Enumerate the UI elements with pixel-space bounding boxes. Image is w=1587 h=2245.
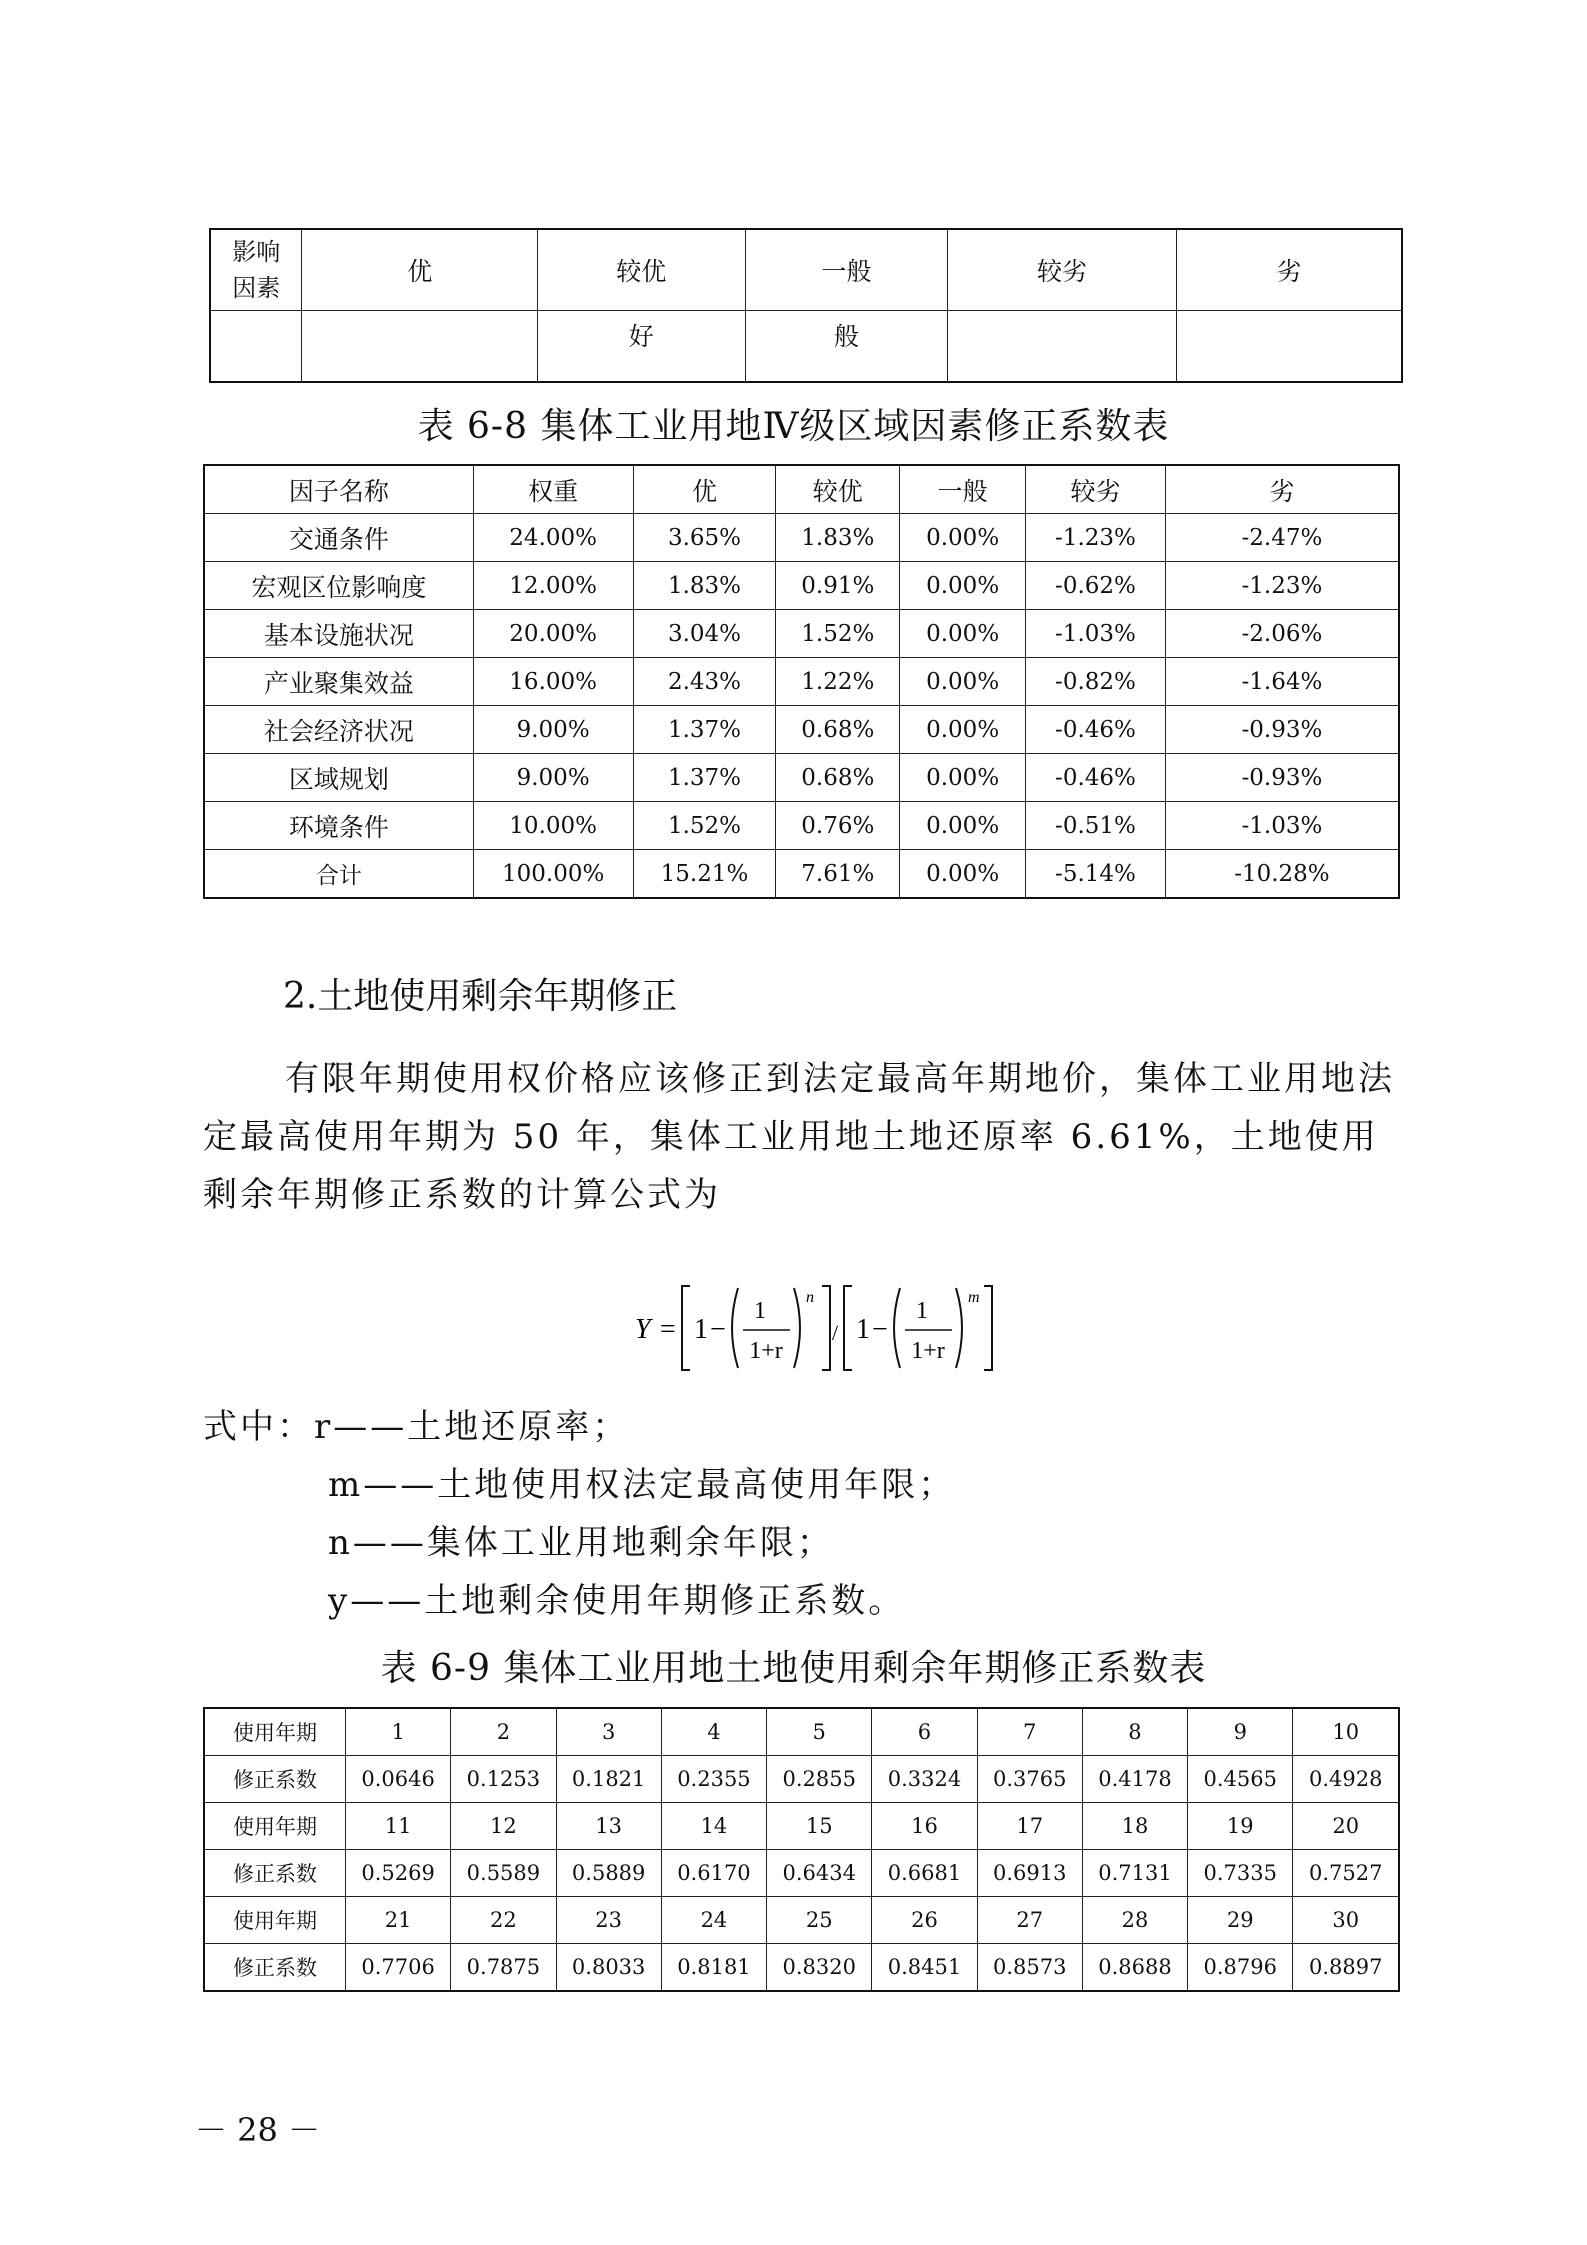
year-cell: 6	[872, 1708, 977, 1756]
year-cell: 18	[1082, 1803, 1187, 1850]
header-cell: 权重	[473, 465, 633, 514]
table-header-row	[210, 229, 1402, 311]
value-cell: -1.23%	[1165, 562, 1399, 610]
value-cell: 1.52%	[776, 610, 900, 658]
value-cell: 2.43%	[633, 658, 776, 706]
factor-name-cell: 合计	[204, 850, 473, 899]
legend-line	[203, 1398, 955, 1456]
value-cell: 1.37%	[633, 706, 776, 754]
coefficient-cell: 0.2355	[661, 1756, 766, 1803]
value-cell: 1.83%	[633, 562, 776, 610]
formula-minus: −	[710, 1314, 726, 1345]
year-cell: 15	[767, 1803, 872, 1850]
value-cell: -0.46%	[1026, 706, 1166, 754]
table-cell	[210, 311, 302, 383]
header-cell: 优	[302, 229, 538, 311]
body-paragraph: 有限年期使用权价格应该修正到法定最高年期地价，集体工业用地法定最高使用年期为 50 年，集体工业用地土地还原率 6.61%，土地使用剩余年期修正系数的计算公式为	[203, 1059, 1395, 1215]
year-cell: 23	[556, 1897, 661, 1944]
table-cell: 般	[745, 311, 948, 383]
year-cell: 30	[1293, 1897, 1399, 1944]
value-cell: 0.76%	[776, 802, 900, 850]
year-cell: 10	[1293, 1708, 1399, 1756]
paren-close	[794, 1288, 800, 1368]
coefficient-cell: 0.6170	[661, 1850, 766, 1897]
formula-exp-m: m	[968, 1289, 980, 1306]
coefficient-cell: 0.6681	[872, 1850, 977, 1897]
table-6-8	[203, 464, 1400, 899]
paren-open	[894, 1288, 900, 1368]
formula-numerator: 1	[754, 1298, 766, 1324]
year-cell: 24	[661, 1897, 766, 1944]
header-cell-factor: 影响因素	[210, 229, 302, 311]
header-cell: 较优	[776, 465, 900, 514]
value-cell: -10.28%	[1165, 850, 1399, 899]
table-6-8-caption: 表 6-8 集体工业用地Ⅳ级区域因素修正系数表	[417, 406, 1170, 447]
year-row	[204, 1803, 1399, 1850]
formula-one: 1	[856, 1314, 870, 1345]
table-cell	[302, 311, 538, 383]
coefficient-cell: 0.8573	[977, 1944, 1082, 1992]
table-row	[204, 610, 1399, 658]
header-cell: 一般	[900, 465, 1026, 514]
value-cell: 12.00%	[473, 562, 633, 610]
value-cell: -1.03%	[1165, 802, 1399, 850]
factor-name-cell: 交通条件	[204, 514, 473, 562]
value-cell: -0.82%	[1026, 658, 1166, 706]
year-cell: 11	[346, 1803, 451, 1850]
year-cell: 20	[1293, 1803, 1399, 1850]
header-cell: 较劣	[948, 229, 1177, 311]
value-cell: -1.03%	[1026, 610, 1166, 658]
year-label-cell: 使用年期	[204, 1803, 346, 1850]
coefficient-cell: 0.6913	[977, 1850, 1082, 1897]
coefficient-cell: 0.4178	[1082, 1756, 1187, 1803]
value-cell: 3.65%	[633, 514, 776, 562]
table-6-9-caption: 表 6-9 集体工业用地土地使用剩余年期修正系数表	[380, 1648, 1207, 1689]
coefficient-cell: 0.5269	[346, 1850, 451, 1897]
value-cell: 0.91%	[776, 562, 900, 610]
value-cell: 1.22%	[776, 658, 900, 706]
coefficient-cell: 0.5589	[451, 1850, 556, 1897]
bracket-open	[844, 1286, 852, 1370]
coefficient-row	[204, 1944, 1399, 1992]
formula-lhs: Y	[635, 1314, 651, 1345]
year-cell: 22	[451, 1897, 556, 1944]
year-cell: 5	[767, 1708, 872, 1756]
value-cell: 9.00%	[473, 706, 633, 754]
coefficient-cell: 0.1821	[556, 1756, 661, 1803]
table-row	[204, 754, 1399, 802]
table-row	[210, 311, 1402, 383]
paren-open	[732, 1288, 738, 1368]
factor-name-cell: 产业聚集效益	[204, 658, 473, 706]
value-cell: 0.68%	[776, 706, 900, 754]
year-cell: 3	[556, 1708, 661, 1756]
coefficient-cell: 0.8796	[1188, 1944, 1293, 1992]
legend-prefix: 式中：	[203, 1407, 314, 1447]
formula-eq: =	[660, 1314, 676, 1345]
coefficient-cell: 0.7875	[451, 1944, 556, 1992]
value-cell: -2.06%	[1165, 610, 1399, 658]
year-cell: 27	[977, 1897, 1082, 1944]
coefficient-row	[204, 1756, 1399, 1803]
value-cell: 9.00%	[473, 754, 633, 802]
value-cell: 3.04%	[633, 610, 776, 658]
table-row	[204, 658, 1399, 706]
coefficient-cell: 0.0646	[346, 1756, 451, 1803]
year-label-cell: 使用年期	[204, 1897, 346, 1944]
coefficient-cell: 0.6434	[767, 1850, 872, 1897]
header-cell: 较劣	[1026, 465, 1166, 514]
year-cell: 8	[1082, 1708, 1187, 1756]
year-cell: 4	[661, 1708, 766, 1756]
formula-exp-n: n	[806, 1289, 814, 1306]
factor-name-cell: 区域规划	[204, 754, 473, 802]
value-cell: 1.37%	[633, 754, 776, 802]
value-cell: 0.00%	[900, 562, 1026, 610]
coefficient-cell: 0.3765	[977, 1756, 1082, 1803]
value-cell: 0.00%	[900, 850, 1026, 899]
header-cell: 因子名称	[204, 465, 473, 514]
bracket-close	[822, 1286, 830, 1370]
formula-legend	[203, 1398, 955, 1630]
year-cell: 19	[1188, 1803, 1293, 1850]
value-cell: -0.51%	[1026, 802, 1166, 850]
formula-slash: /	[832, 1320, 839, 1345]
value-cell: -1.64%	[1165, 658, 1399, 706]
factor-name-cell: 社会经济状况	[204, 706, 473, 754]
year-row	[204, 1708, 1399, 1756]
header-cell: 劣	[1176, 229, 1402, 311]
coefficient-cell: 0.4928	[1293, 1756, 1399, 1803]
value-cell: 0.00%	[900, 658, 1026, 706]
value-cell: 100.00%	[473, 850, 633, 899]
coefficient-cell: 0.8688	[1082, 1944, 1187, 1992]
coefficient-cell: 0.8181	[661, 1944, 766, 1992]
formula-denominator: 1+r	[749, 1338, 783, 1364]
legend-item: n——集体工业用地剩余年限；	[328, 1523, 834, 1563]
coefficient-cell: 0.7706	[346, 1944, 451, 1992]
bracket-open	[682, 1286, 690, 1370]
formula-denominator: 1+r	[911, 1338, 945, 1364]
table-row	[204, 850, 1399, 899]
year-cell: 16	[872, 1803, 977, 1850]
year-cell: 7	[977, 1708, 1082, 1756]
value-cell: 0.00%	[900, 706, 1026, 754]
year-label-cell: 使用年期	[204, 1708, 346, 1756]
value-cell: 16.00%	[473, 658, 633, 706]
formula-one: 1	[694, 1314, 708, 1345]
year-cell: 1	[346, 1708, 451, 1756]
value-cell: -1.23%	[1026, 514, 1166, 562]
value-cell: 0.00%	[900, 802, 1026, 850]
factor-name-cell: 基本设施状况	[204, 610, 473, 658]
coefficient-cell: 0.8033	[556, 1944, 661, 1992]
coefficient-cell: 0.8897	[1293, 1944, 1399, 1992]
table-cell: 好	[537, 311, 745, 383]
value-cell: 10.00%	[473, 802, 633, 850]
value-cell: 0.00%	[900, 514, 1026, 562]
legend-item: y——土地剩余使用年期修正系数。	[328, 1581, 906, 1621]
year-cell: 21	[346, 1897, 451, 1944]
year-cell: 26	[872, 1897, 977, 1944]
table-cell	[1176, 311, 1402, 383]
factor-name-cell: 环境条件	[204, 802, 473, 850]
formula-numerator: 1	[916, 1298, 928, 1324]
header-cell: 优	[633, 465, 776, 514]
legend-item: m——土地使用权法定最高使用年限；	[328, 1465, 956, 1505]
value-cell: -0.93%	[1165, 706, 1399, 754]
table-row	[204, 562, 1399, 610]
coefficient-cell: 0.3324	[872, 1756, 977, 1803]
coefficient-row	[204, 1850, 1399, 1897]
year-cell: 28	[1082, 1897, 1187, 1944]
coefficient-cell: 0.7131	[1082, 1850, 1187, 1897]
coefficient-cell: 0.7335	[1188, 1850, 1293, 1897]
coefficient-cell: 0.7527	[1293, 1850, 1399, 1897]
formula-graphic	[600, 1278, 1000, 1378]
section-heading: 2.土地使用剩余年期修正	[283, 976, 678, 1017]
value-cell: -0.46%	[1026, 754, 1166, 802]
formula-minus: −	[872, 1314, 888, 1345]
legend-item: r——土地还原率；	[314, 1407, 630, 1447]
year-cell: 2	[451, 1708, 556, 1756]
coefficient-cell: 0.1253	[451, 1756, 556, 1803]
value-cell: -0.93%	[1165, 754, 1399, 802]
value-cell: -2.47%	[1165, 514, 1399, 562]
table-row	[204, 514, 1399, 562]
value-cell: 20.00%	[473, 610, 633, 658]
value-cell: 0.68%	[776, 754, 900, 802]
coefficient-cell: 0.2855	[767, 1756, 872, 1803]
year-cell: 29	[1188, 1897, 1293, 1944]
coefficient-label-cell: 修正系数	[204, 1756, 346, 1803]
year-cell: 14	[661, 1803, 766, 1850]
paren-close	[956, 1288, 962, 1368]
value-cell: 1.52%	[633, 802, 776, 850]
value-cell: 0.00%	[900, 610, 1026, 658]
coefficient-cell: 0.4565	[1188, 1756, 1293, 1803]
header-cell: 较优	[537, 229, 745, 311]
header-cell: 一般	[745, 229, 948, 311]
value-cell: 7.61%	[776, 850, 900, 899]
value-cell: 1.83%	[776, 514, 900, 562]
table-cell	[948, 311, 1177, 383]
year-row	[204, 1897, 1399, 1944]
table-row	[204, 802, 1399, 850]
year-cell: 25	[767, 1897, 872, 1944]
table-row	[204, 706, 1399, 754]
table-6-9	[203, 1707, 1400, 1992]
formula	[600, 1278, 1000, 1378]
year-cell: 13	[556, 1803, 661, 1850]
coefficient-label-cell: 修正系数	[204, 1944, 346, 1992]
table-header-row	[204, 465, 1399, 514]
coefficient-label-cell: 修正系数	[204, 1850, 346, 1897]
year-cell: 12	[451, 1803, 556, 1850]
year-cell: 9	[1188, 1708, 1293, 1756]
coefficient-cell: 0.5889	[556, 1850, 661, 1897]
value-cell: 0.00%	[900, 754, 1026, 802]
bracket-close	[984, 1286, 992, 1370]
coefficient-cell: 0.8451	[872, 1944, 977, 1992]
factor-name-cell: 宏观区位影响度	[204, 562, 473, 610]
header-cell: 劣	[1165, 465, 1399, 514]
value-cell: 15.21%	[633, 850, 776, 899]
influence-factor-table	[209, 228, 1403, 383]
value-cell: -5.14%	[1026, 850, 1166, 899]
value-cell: -0.62%	[1026, 562, 1166, 610]
coefficient-cell: 0.8320	[767, 1944, 872, 1992]
page-number: － 28 －	[195, 2111, 321, 2149]
year-cell: 17	[977, 1803, 1082, 1850]
value-cell: 24.00%	[473, 514, 633, 562]
